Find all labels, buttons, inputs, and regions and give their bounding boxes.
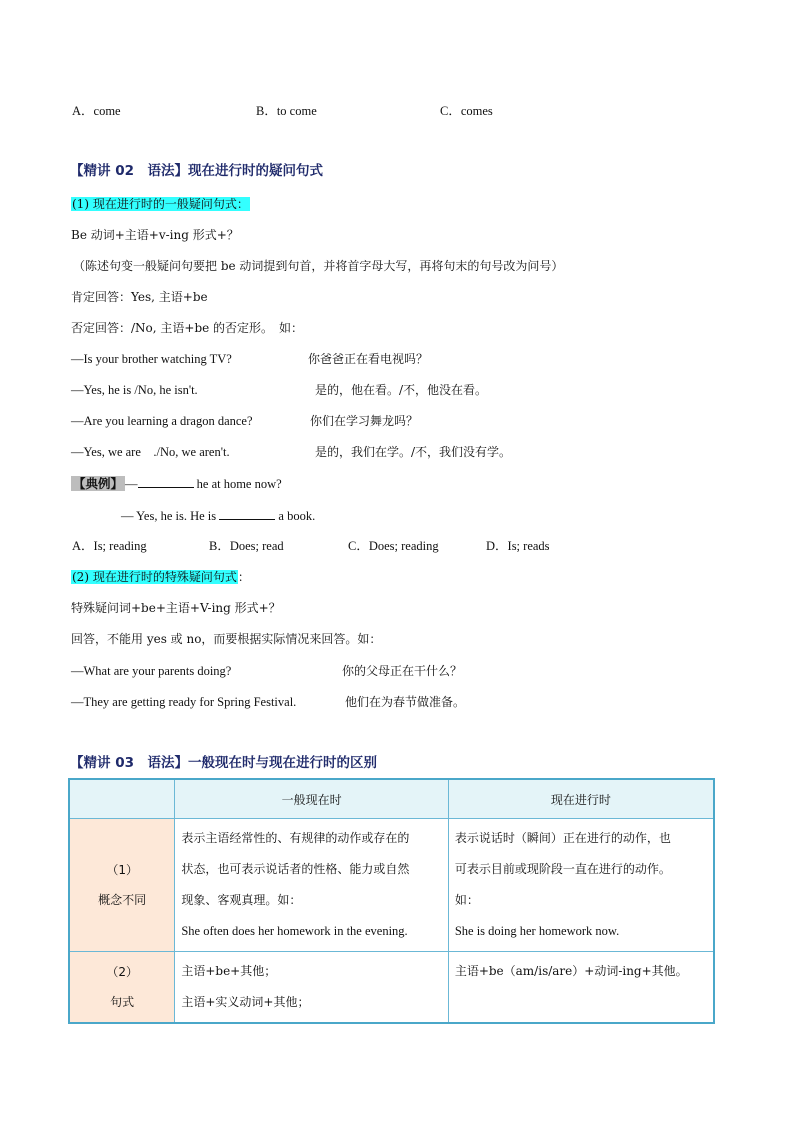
table-corner-cell [69,779,175,819]
subheading-text: (1) 现在进行时的一般疑问句式： [72,197,249,211]
table-row [69,819,714,952]
formula-general: Be 动词+主语+v-ing 形式+？ [71,228,239,242]
section-heading-03: 【精讲 03 语法】一般现在时与现在进行时的区别 [70,755,377,771]
concept-present-continuous: 表示说话时（瞬间）正在进行的动作，也 可表示目前或现阶段一直在进行的动作。 如： She is doing her homework now. [448,819,714,952]
example-option-d: D．Is; reads [486,539,550,553]
dialogue-en-2: —Yes, he is /No, he isn't. [71,383,198,397]
dialogue-en-1: —Is your brother watching TV? [71,352,232,366]
table-header-row [69,779,714,819]
example-option-a: A．Is; reading [72,539,147,553]
row-header-pattern: （2） 句式 [69,952,175,1024]
example-question-2: — Yes, he is. He is a book. [121,509,316,523]
dialogue-en-4: —Yes, we are ./No, we aren't. [71,445,230,459]
subheading-special-question: (2) 现在进行时的特殊疑问句式： [72,570,250,584]
answer-note: 回答，不能用 yes 或 no，而要根据实际情况来回答。如： [71,632,382,646]
option-a: A．come [72,104,121,118]
dialogue-zh-4: 是的，我们在学。/不，我们没有学。 [315,445,512,459]
pattern-simple-present: 主语+be+其他； 主语+实义动词+其他； [175,952,448,1024]
example-tag: 【典例】 [73,476,124,491]
subheading-text-2: (2) 现在进行时的特殊疑问句式 [72,570,237,584]
section-heading-02: 【精讲 02 语法】现在进行时的疑问句式 [70,163,323,179]
row-header-concept: （1） 概念不同 [69,819,175,952]
col-header-present-continuous: 现在进行时 [448,779,714,819]
dialogue-zh-1: 你爸爸正在看电视吗？ [308,352,429,366]
answer-blank-1 [138,475,194,488]
dialogue-zh-3: 你们在学习舞龙吗？ [310,414,419,428]
formula-special: 特殊疑问词+be+主语+V-ing 形式+？ [71,601,281,615]
comparison-table [68,778,715,1024]
answer-blank-2 [219,507,275,520]
dialogue-en-3: —Are you learning a dragon dance? [71,414,253,428]
dialogue2-zh-1: 你的父母正在干什么？ [342,664,463,678]
dialogue2-en-2: —They are getting ready for Spring Festival. [71,695,297,709]
table-row [69,952,714,1024]
negative-answer: 否定回答：/No, 主语+be 的否定形。 如： [71,321,304,335]
example-option-b: B．Does; read [209,539,284,553]
example-question-1: 【典例】 — he at home now? [73,476,282,491]
subheading-general-question [71,196,250,212]
pattern-present-continuous: 主语+be（am/is/are）+动词-ing+其他。 [448,952,714,1024]
positive-answer: 肯定回答：Yes, 主语+be [71,290,208,304]
transform-note: （陈述句变一般疑问句要把 be 动词提到句首，并将首字母大写，再将句末的句号改为问号） [73,259,564,273]
dialogue2-zh-2: 他们在为春节做准备。 [345,695,466,709]
option-b: B．to come [256,104,317,118]
option-c: C．comes [440,104,493,118]
dialogue2-en-1: —What are your parents doing? [71,664,232,678]
example-option-c: C．Does; reading [348,539,439,553]
col-header-simple-present: 一般现在时 [175,779,448,819]
concept-simple-present: 表示主语经常性的、有规律的动作或存在的 状态，也可表示说话者的性格、能力或自然 现象、客观真理。如： She often does her homework in the evening. [175,819,448,952]
dialogue-zh-2: 是的，他在看。/不，他没在看。 [315,383,488,397]
